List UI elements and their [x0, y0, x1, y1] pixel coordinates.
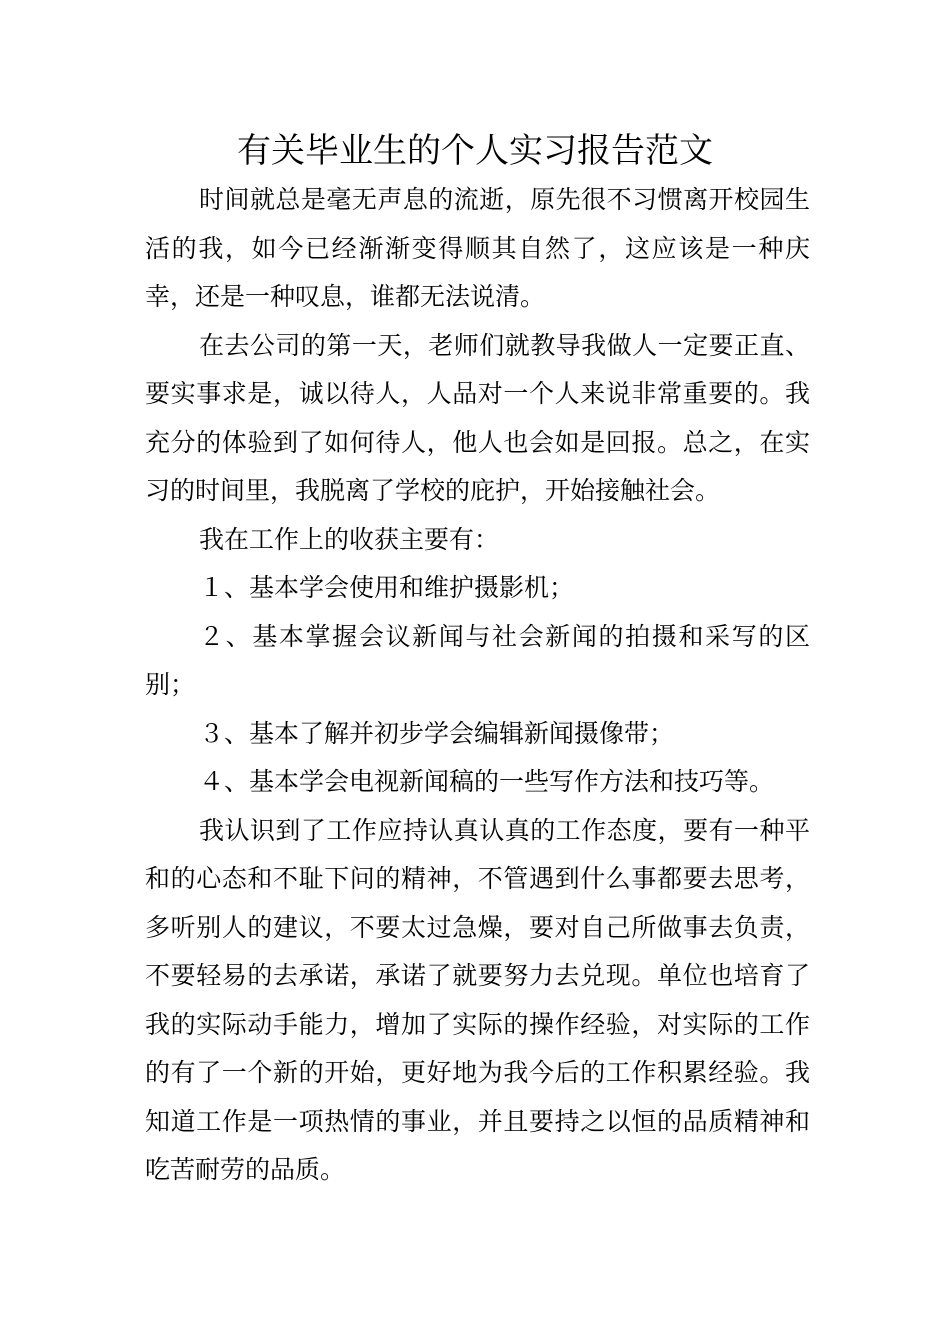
list-item-2: ２、基本掌握会议新闻与社会新闻的拍摄和采写的区别；: [145, 621, 810, 699]
paragraph-first-day: 在去公司的第一天，老师们就教导我做人一定要正直、要实事求是，诚以待人，人品对一个人来说非常重要的。我充分的体验到了如何待人，他人也会如是回报。总之，在实习的时间里，我脱离了学校的庇护，开始接触社会。: [145, 330, 810, 505]
paragraph-gains-heading: 我在工作上的收获主要有：: [199, 524, 500, 554]
paragraph-conclusion: 我认识到了工作应持认真认真的工作态度，要有一种平和的心态和不耻下问的精神，不管遇到什么事都要去思考，多听别人的建议，不要太过急燥，要对自己所做事去负责，不要轻易的去承诺，承诺了就要努力去兑现。单位也培育了我的实际动手能力，增加了实际的操作经验，对实际的工作的有了一个新的开始，更好地为我今后的工作积累经验。我知道工作是一项热情的事业，并且要持之以恒的品质精神和吃苦耐劳的品质。: [145, 815, 810, 1184]
document-body: [145, 176, 810, 1195]
list-item-3: ３、基本了解并初步学会编辑新闻摄像带；: [199, 718, 675, 748]
list-item-1: １、基本学会使用和维护摄影机；: [199, 573, 575, 602]
paragraph-intro: 时间就总是毫无声息的流逝，原先很不习惯离开校园生活的我，如今已经渐渐变得顺其自然了，这应该是一种庆幸，还是一种叹息，谁都无法说清。: [145, 185, 810, 311]
list-item-4: ４、基本学会电视新闻稿的一些写作方法和技巧等。: [199, 767, 775, 796]
document-title: 有关毕业生的个人实习报告范文: [237, 131, 713, 171]
